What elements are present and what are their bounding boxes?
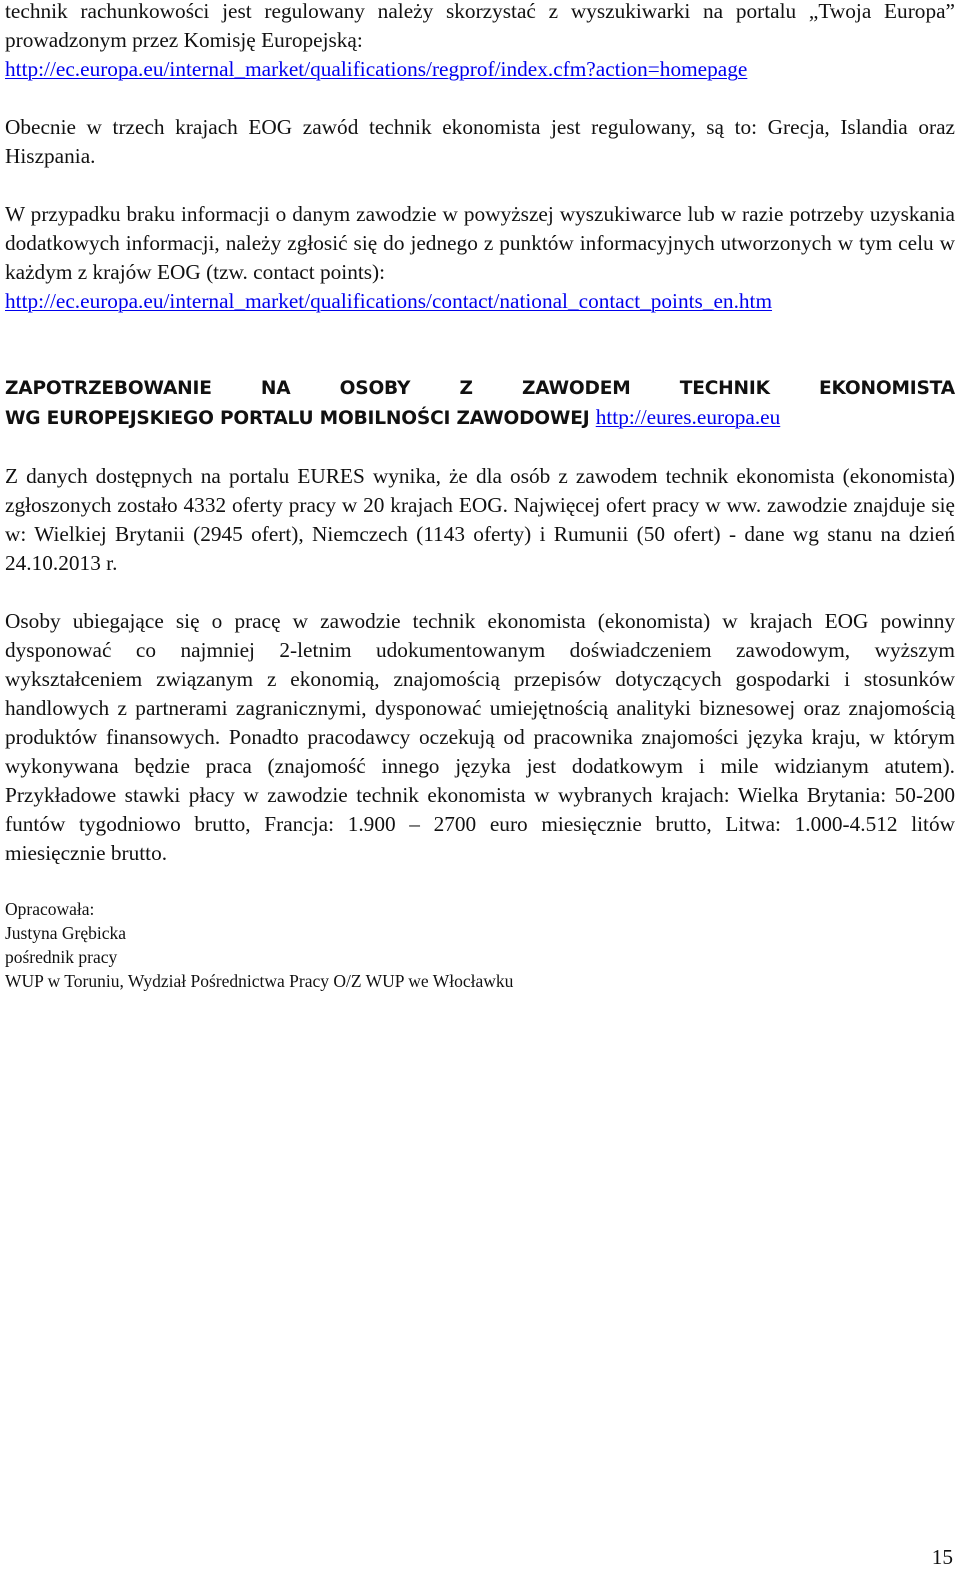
heading-word: ZAPOTRZEBOWANIE bbox=[5, 378, 212, 399]
section-heading bbox=[5, 374, 955, 433]
author-name: Justyna Grębicka bbox=[5, 923, 127, 943]
heading-word: TECHNIK bbox=[679, 378, 770, 399]
regprof-link[interactable]: http://ec.europa.eu/internal_market/qualifications/regprof/index.cfm?action=homepage bbox=[5, 57, 748, 81]
signature-label: Opracowała: bbox=[5, 899, 95, 919]
spacer bbox=[5, 868, 955, 897]
regulated-paragraph: Obecnie w trzech krajach EOG zawód technik ekonomista jest regulowany, są to: Grecja, Islandia oraz Hiszpania. bbox=[5, 115, 955, 168]
heading-word: Z bbox=[459, 378, 473, 399]
page-number: 15 bbox=[931, 1545, 953, 1569]
eures-paragraph: Z danych dostępnych na portalu EURES wynika, że dla osób z zawodem technik ekonomista (ekonomista) zgłoszonych zostało 4332 oferty pracy w 20 krajach EOG. Najwięcej ofert pracy w ww. zawodzie znajduje się w: Wielkiej Brytanii (2945 ofert), Niemczech (1143 oferty) i Rumunii (50 ofert) - dane wg stanu na dzień 24.10.2013 r. bbox=[5, 464, 955, 575]
eures-link[interactable]: http://eures.europa.eu bbox=[595, 405, 781, 429]
spacer bbox=[5, 433, 955, 462]
heading-word: EKONOMISTA bbox=[819, 378, 955, 399]
author-office: WUP w Toruniu, Wydział Pośrednictwa Pracy O/Z WUP we Włocławku bbox=[5, 971, 514, 991]
signature-block bbox=[5, 897, 955, 993]
document-page bbox=[5, 0, 955, 993]
spacer bbox=[5, 316, 955, 345]
spacer bbox=[5, 345, 955, 374]
intro-text: technik rachunkowości jest regulowany należy skorzystać z wyszukiwarki na portalu „Twoja Europa” prowadzonym przez Komisję Europejską: bbox=[5, 0, 955, 52]
contact-text: W przypadku braku informacji o danym zawodzie w powyższej wyszukiwarce lub w razie potrzeby uzyskania dodatkowych informacji, należy zgłosić się do jednego z punktów informacyjnych utworzonych w tym celu w każdym z krajów EOG (tzw. contact points): bbox=[5, 202, 955, 284]
intro-paragraph bbox=[5, 0, 955, 84]
heading-line-2-text: WG EUROPEJSKIEGO PORTALU MOBILNOŚCI ZAWODOWEJ bbox=[5, 408, 590, 429]
spacer bbox=[5, 171, 955, 200]
contact-points-link[interactable]: http://ec.europa.eu/internal_market/qualifications/contact/national_contact_points_en.htm bbox=[5, 289, 773, 313]
heading-word: NA bbox=[260, 378, 291, 399]
requirements-paragraph: Osoby ubiegające się o pracę w zawodzie technik ekonomista (ekonomista) w krajach EOG powinny dysponować co najmniej 2-letnim udokumentowanym doświadczeniem zawodowym, wyższym wykształceniem związanym z ekonomią, znajomością przepisów dotyczących gospodarki i stosunków handlowych z partnerami zagranicznymi, dysponować umiejętnością analityki biznesowej oraz znajomością produktów finansowych. Ponadto pracodawcy oczekują od pracownika znajomości języka kraju, w którym wykonywana będzie praca (znajomość innego języka jest dodatkowym i mile widzianym atutem). Przykładowe stawki płacy w zawodzie technik ekonomista w wybranych krajach: Wielka Brytania: 50-200 funtów tygodniowo brutto, Francja: 1.900 – 2700 euro miesięcznie brutto, Litwa: 1.000-4.512 litów miesięcznie brutto. bbox=[5, 609, 955, 865]
heading-word: ZAWODEM bbox=[521, 378, 631, 399]
contact-paragraph bbox=[5, 200, 955, 316]
heading-line-2 bbox=[5, 403, 955, 433]
heading-word: OSOBY bbox=[339, 378, 411, 399]
author-role: pośrednik pracy bbox=[5, 947, 118, 967]
spacer bbox=[5, 84, 955, 113]
heading-line-1 bbox=[5, 374, 955, 403]
spacer bbox=[5, 578, 955, 607]
